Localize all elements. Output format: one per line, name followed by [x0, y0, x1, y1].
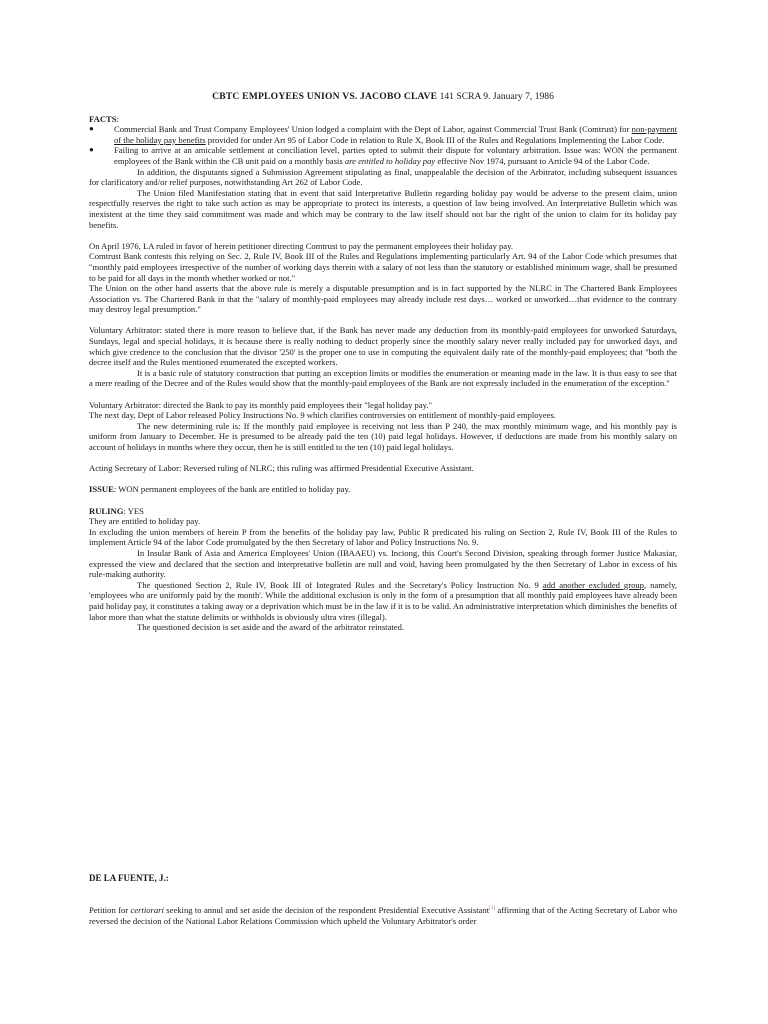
facts-paragraph: The Union on the other hand asserts that the above rule is merely a disputable presumption and is in fact supported by the NLRC in The Chartered Bank Employees Association vs. The Chartered Bank in that the "salary of monthly-paid employees may already include rest days… worked or unworked…that evidence to the contrary may destroy legal presumption."	[89, 283, 677, 315]
facts-paragraph: Voluntary Arbitrator: stated there is more reason to believe that, if the Bank has never made any deduction from its monthly-paid employees for unworked Saturdays, Sundays, legal and special holidays, it is because there is really nothing to deduct properly since the monthly salary never really included pay for unworked days, and which give credence to the conclusion that the divisor '250' is the proper one to use in computing the equivalent daily rate of the monthly-paid employees; that "both the decree itself and the Rules mentioned enumerated the excepted workers.	[89, 325, 677, 368]
case-citation: 141 SCRA 9. January 7, 1986	[437, 91, 554, 102]
facts-paragraph: The next day, Dept of Labor released Policy Instructions No. 9 which clarifies controversies on entitlement of monthly-paid employees.	[89, 410, 556, 421]
ruling-paragraph: The questioned decision is set aside and the award of the arbitrator reinstated.	[137, 622, 405, 633]
footnote-reference[interactable]: [1]	[489, 906, 496, 912]
ruling-answer: : YES	[123, 505, 144, 516]
bullet-text-end: effective Nov 1974, pursuant to Article 94 of the Labor Code.	[435, 155, 650, 166]
italic-text: certiorari	[130, 905, 164, 915]
facts-bullet-2	[89, 145, 677, 166]
facts-paragraph: The Union filed Manifestation stating that in event that said Interpretative Bulletin regarding holiday pay would be adverse to the present claim, union respectfully reserves the right to take such action as may be appropriate to protect its interests, a question of law being involved. An Interpretative Bulletin which was inexistent at the time they said commitment was made and which may be contrary to the law itself should not bar the right of the union to claim for its holiday pay benefits.	[89, 187, 677, 230]
bullet-text-end: provided for under Art 95 of Labor Code in relation to Rule X, Book III of the Rules and Regulations Implementing the Labor Code.	[205, 134, 665, 145]
petition-text: Petition for	[89, 905, 131, 915]
bullet-icon: ●	[89, 124, 94, 134]
facts-heading-line	[89, 114, 677, 125]
facts-paragraph: On April 1976, LA ruled in favor of herein petitioner directing Comtrust to pay the permanent employees their holiday pay.	[89, 240, 514, 251]
italic-text: are entitled to holiday pay	[344, 155, 436, 166]
ruling-paragraph: In Insular Bank of Asia and America Employees' Union (IBAAEU) vs. Inciong, this Court's Second Division, speaking through former Justice Makasiar, expressed the view and declared that the section and interpretative bulletin are null and void, having been promulgated by the then Secretary of Labor in excess of his rule-making authority.	[89, 547, 677, 580]
petition-text-end: affirming that of the Acting Secretary of Labor who reversed the decision of the National Labor Relations Commission which upheld the Voluntary Arbitrator's order	[89, 905, 677, 926]
underlined-text: non-payment of the holiday pay benefits	[114, 124, 677, 145]
author-line: DE LA FUENTE, J.:	[89, 873, 169, 883]
case-name: CBTC EMPLOYEES UNION VS. JACOBO CLAVE	[212, 91, 438, 102]
case-title	[89, 92, 677, 103]
issue-heading: ISSUE	[89, 484, 114, 495]
facts-paragraph: It is a basic rule of statutory construction that putting an exception limits or modifies the enumeration or meaning made in the law. It is thus easy to see that a mere reading of the Decree and of the Rules would show that the monthly-paid employees of the Bank are not expressly included in the enumeration of the exception."	[89, 367, 677, 389]
bullet-text: Failing to arrive at an amicable settlement at conciliation level, parties opted to submit their dispute for voluntary arbitration. Issue was: WON the permanent employees of the Bank within the CB unit paid on a monthly basis	[114, 145, 677, 166]
bullet-icon: ●	[89, 145, 94, 155]
facts-paragraph: Acting Secretary of Labor: Reversed ruling of NLRC; this ruling was affirmed Presidential Executive Assistant.	[89, 463, 474, 474]
facts-bullet-1	[89, 124, 677, 145]
facts-paragraph: Comtrust Bank contests this relying on Sec. 2, Rule IV, Book III of the Rules and Regulations implementing particularly Art. 94 of the Labor Code which presumes that "monthly paid employees irrespective of the number of working days therein with a salary of not less than the statutory or established minimum wage, shall be presumed to be paid for all days in the month whether worked or not."	[89, 251, 677, 283]
facts-paragraph: The new determining rule is: If the monthly paid employee is receiving not less than P 240, the max monthly minimum wage, and his monthly pay is uniform from January to December. He is presumed to be already paid the ten (10) paid legal holidays. However, if deductions are made from his monthly salary on account of holidays in months where they occur, then he is still entitled to the ten (10) paid legal holidays.	[89, 420, 677, 452]
ruling-text: The questioned Section 2, Rule IV, Book III of Integrated Rules and the Secretary's Policy Instruction No. 9	[137, 579, 543, 590]
facts-heading: FACTS	[89, 113, 117, 124]
ruling-paragraph	[89, 580, 677, 622]
petition-paragraph	[89, 905, 677, 926]
ruling-paragraph: They are entitled to holiday pay.	[89, 516, 201, 527]
facts-colon: :	[116, 113, 119, 124]
ruling-text-end: , namely, 'employees who are uniformly paid by the month'. While the additional exclusion is only in the form of a presumption that all monthly paid employees have already been paid holiday pay, it constitutes a taking away or a deprivation which must be in the law if it is to be valid. An administrative interpretation which diminishes the benefits of labor more than what the statute delimits or withholds is obviously ultra vires (illegal).	[89, 579, 677, 622]
facts-paragraph: In addition, the disputants signed a Submission Agreement stipulating as final, unappealable the decision of the Arbitrator, including subsequent issuances for clarificatory and/or relief purposes, notwithstanding Art 262 of Labor Code.	[89, 166, 677, 188]
petition-text: seeking to annul and set aside the decision of the respondent Presidential Executive Assistant	[163, 905, 490, 915]
issue-line	[89, 484, 677, 495]
ruling-heading: RULING	[89, 505, 124, 516]
bullet-text: Commercial Bank and Trust Company Employees' Union lodged a complaint with the Dept of Labor, against Commercial Trust Bank (Comtrust) for	[114, 124, 632, 135]
case-digest-body	[89, 92, 677, 633]
issue-text: : WON permanent employees of the bank are entitled to holiday pay.	[113, 484, 351, 495]
ruling-paragraph: In excluding the union members of herein P from the benefits of the holiday pay law, Public R predicated his ruling on Section 2, Rule IV, Book III of the Rules to implement Article 94 of the labor Code promulgated by the then Secretary of labor and Policy Instructions No. 9.	[89, 526, 677, 548]
facts-paragraph: Voluntary Arbitrator: directed the Bank to pay its monthly paid employees their "legal holiday pay."	[89, 399, 433, 410]
ruling-line	[89, 506, 677, 517]
underlined-text: add another excluded group	[542, 579, 644, 590]
